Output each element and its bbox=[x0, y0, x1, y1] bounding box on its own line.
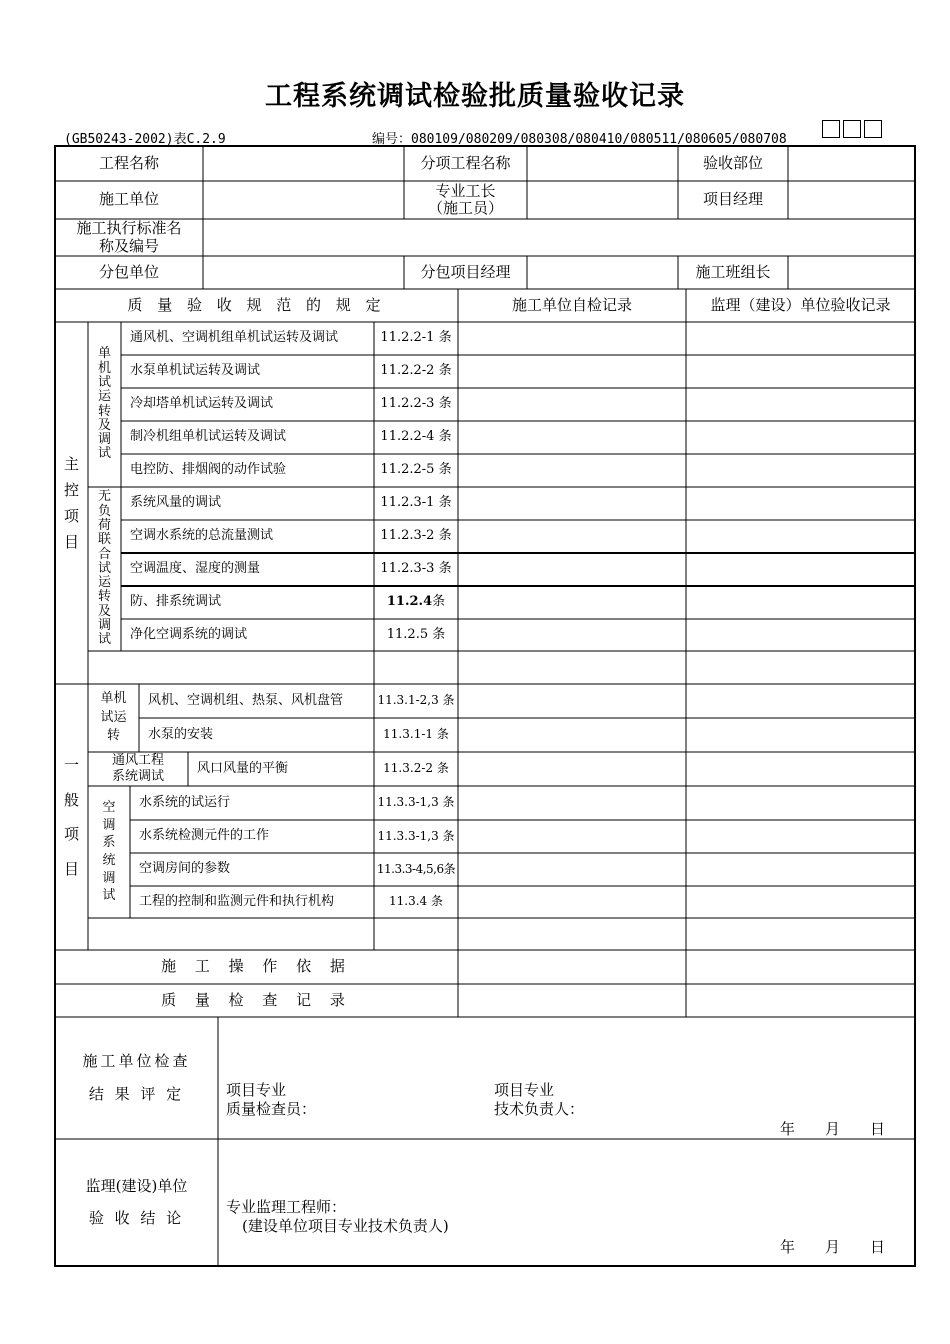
construction-eval-label-line1: 施工单位检查 bbox=[82, 1052, 191, 1070]
main-item-5-clause: 11.2.2-5 条 bbox=[380, 462, 452, 478]
construction-eval-date: 年 月 日 bbox=[780, 1120, 886, 1138]
standard-code: (GB50243-2002)表C.2.9 bbox=[64, 132, 226, 147]
main-item-4: 制冷机组单机试运转及调试 bbox=[130, 429, 287, 445]
construction-eval-label bbox=[55, 1017, 218, 1139]
project-name-field[interactable] bbox=[203, 146, 404, 181]
general-label-text: 一般项目 bbox=[63, 756, 79, 878]
main-item-2: 水泵单机试运转及调试 bbox=[130, 363, 261, 379]
main-item-9-clause-num: 11.2.4 bbox=[386, 594, 433, 610]
supervision-conclusion-date: 年 月 日 bbox=[780, 1238, 886, 1256]
construction-unit-label: 施工单位 bbox=[98, 190, 159, 209]
general-single-label bbox=[88, 684, 139, 752]
team-leader-field[interactable] bbox=[788, 256, 915, 289]
general-item-3-clause: 11.3.2-2 条 bbox=[383, 761, 449, 776]
general-item-6-clause: 11.3.3-4,5,6条 bbox=[376, 861, 456, 876]
project-manager-label: 项目经理 bbox=[702, 190, 763, 209]
self-check-column-header: 施工单位自检记录 bbox=[511, 295, 632, 314]
general-item-5: 水系统检测元件的工作 bbox=[139, 828, 270, 844]
main-item-5: 电控防、排烟阀的动作试验 bbox=[130, 462, 287, 478]
sub-project-name-field[interactable] bbox=[527, 146, 678, 181]
group-no-load-text: 无负荷联合试运转及调试 bbox=[97, 489, 111, 648]
quality-inspector-line1: 项目专业 bbox=[226, 1081, 287, 1099]
subcontract-unit-field[interactable] bbox=[203, 256, 404, 289]
standard-label bbox=[55, 219, 203, 256]
quality-inspector-label bbox=[226, 1081, 316, 1119]
general-item-2-clause: 11.3.1-1 条 bbox=[383, 727, 449, 742]
main-item-6: 系统风量的调试 bbox=[130, 495, 222, 511]
supervision-column-header: 监理（建设）单位验收记录 bbox=[710, 295, 891, 314]
main-item-8-clause: 11.2.3-3 条 bbox=[380, 561, 452, 577]
main-item-7-clause: 11.2.3-2 条 bbox=[380, 528, 452, 544]
general-item-4: 水系统的试运行 bbox=[139, 794, 231, 810]
supervision-engineer-label bbox=[226, 1198, 449, 1236]
main-item-3-clause: 11.2.2-3 条 bbox=[380, 396, 452, 412]
subcontract-manager-label: 分包项目经理 bbox=[420, 262, 511, 281]
general-item-7: 工程的控制和监测元件和执行机构 bbox=[139, 893, 335, 909]
standard-label-line2: 称及编号 bbox=[98, 236, 159, 255]
supervision-conclusion-label-line2: 验 收 结 论 bbox=[88, 1208, 185, 1227]
supervision-conclusion-label bbox=[55, 1139, 218, 1266]
page-title: 工程系统调试检验批质量验收记录 bbox=[265, 81, 685, 112]
foreman-field[interactable] bbox=[527, 181, 678, 219]
foreman-label-line1: 专业工长 bbox=[435, 181, 496, 200]
general-item-6: 空调房间的参数 bbox=[139, 861, 231, 877]
main-item-10: 净化空调系统的调试 bbox=[130, 626, 248, 642]
general-item-1-clause: 11.3.1-2,3 条 bbox=[377, 693, 455, 708]
general-single-label-text: 单机试运转 bbox=[100, 690, 127, 744]
general-label bbox=[55, 684, 88, 950]
general-item-3: 风口风量的平衡 bbox=[197, 760, 289, 776]
main-control-label bbox=[55, 322, 88, 684]
main-item-9: 防、排系统调试 bbox=[130, 594, 222, 610]
vent-label-line2: 系统调试 bbox=[111, 769, 164, 784]
construction-eval-label-line2: 结 果 评 定 bbox=[88, 1085, 185, 1103]
team-leader-label: 施工班组长 bbox=[695, 262, 771, 281]
main-control-label-text: 主控项目 bbox=[63, 454, 79, 552]
supervision-engineer-line2: (建设单位项目专业技术负责人) bbox=[242, 1216, 449, 1235]
operation-basis-label: 施 工 操 作 依 据 bbox=[161, 957, 352, 976]
standard-label-line1: 施工执行标准名 bbox=[76, 219, 182, 238]
main-item-8: 空调温度、湿度的测量 bbox=[130, 561, 261, 577]
general-item-7-clause: 11.3.4 条 bbox=[389, 894, 443, 909]
main-item-2-clause: 11.2.2-2 条 bbox=[380, 363, 452, 379]
main-item-7: 空调水系统的总流量测试 bbox=[130, 528, 274, 544]
main-item-6-clause: 11.2.3-1 条 bbox=[380, 495, 452, 511]
main-item-3: 冷却塔单机试运转及调试 bbox=[130, 396, 274, 412]
general-item-2: 水泵的安装 bbox=[148, 726, 214, 742]
ac-system-label bbox=[88, 786, 130, 918]
tech-leader-label bbox=[494, 1081, 584, 1119]
tech-leader-line1: 项目专业 bbox=[494, 1081, 555, 1099]
quality-record-label: 质 量 检 查 记 录 bbox=[161, 990, 352, 1009]
main-item-9-clause bbox=[374, 586, 458, 619]
quality-inspector-line2: 质量检查员： bbox=[226, 1099, 317, 1118]
foreman-label bbox=[404, 181, 527, 219]
project-manager-field[interactable] bbox=[788, 181, 915, 219]
supervision-engineer-line1: 专业监理工程师： bbox=[226, 1198, 347, 1216]
group-no-load-label bbox=[88, 487, 121, 651]
subcontract-manager-field[interactable] bbox=[527, 256, 678, 289]
spec-column-header: 质 量 验 收 规 范 的 规 定 bbox=[127, 295, 386, 314]
main-item-1-clause: 11.2.2-1 条 bbox=[380, 330, 452, 346]
subcontract-unit-label: 分包单位 bbox=[98, 262, 159, 281]
vent-label-line1: 通风工程 bbox=[111, 753, 164, 769]
tech-leader-line2: 技术负责人： bbox=[494, 1099, 585, 1118]
foreman-label-line2: （施工员） bbox=[427, 199, 503, 217]
main-item-9-clause-unit: 条 bbox=[432, 594, 446, 610]
supervision-conclusion-label-line1: 监理(建设)单位 bbox=[85, 1177, 188, 1195]
main-item-4-clause: 11.2.2-4 条 bbox=[380, 429, 452, 445]
ac-system-label-text: 空调系统调试 bbox=[102, 800, 116, 904]
serial-number: 编号：080109/080209/080308/080410/080511/080605/080708 bbox=[372, 132, 787, 147]
group-single-machine-label bbox=[88, 322, 121, 487]
construction-unit-field[interactable] bbox=[203, 181, 404, 219]
sub-project-name-label: 分项工程名称 bbox=[420, 153, 511, 172]
standard-field[interactable] bbox=[203, 219, 915, 256]
acceptance-part-field[interactable] bbox=[788, 146, 915, 181]
main-item-1: 通风机、空调机组单机试运转及调试 bbox=[130, 330, 339, 346]
main-item-10-clause: 11.2.5 条 bbox=[386, 626, 446, 642]
vent-label bbox=[88, 752, 188, 786]
general-item-1: 风机、空调机组、热泵、风机盘管 bbox=[148, 692, 344, 708]
general-item-5-clause: 11.3.3-1,3 条 bbox=[377, 828, 455, 843]
group-single-machine-text: 单机试运转及调试 bbox=[97, 346, 111, 462]
general-item-4-clause: 11.3.3-1,3 条 bbox=[377, 795, 455, 810]
project-name-label: 工程名称 bbox=[98, 153, 159, 172]
acceptance-part-label: 验收部位 bbox=[702, 153, 763, 172]
